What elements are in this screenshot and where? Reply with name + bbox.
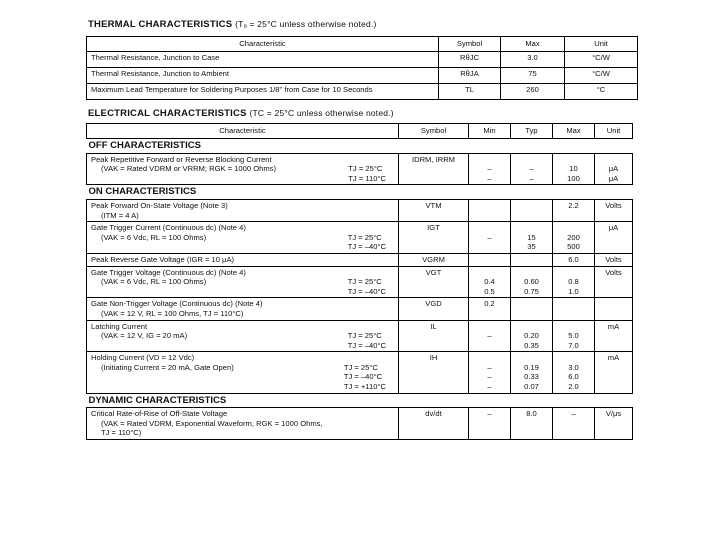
table-row [87, 52, 638, 68]
param-condition: (ITM = 4 A) [101, 210, 139, 220]
table-row [87, 253, 633, 266]
max-cell: 3.0 6.0 2.0 [553, 352, 595, 393]
param-condition: (VAK = 6 Vdc, RL = 100 Ohms) [101, 232, 207, 242]
min-cell [469, 253, 511, 266]
param-condition: (VAK = 12 V, IG = 20 mA) [101, 331, 188, 341]
thermal-unit: °C [565, 84, 638, 100]
unit-cell: μA μA [595, 153, 633, 185]
thermal-sym: RθJC [439, 52, 501, 68]
dyn-title: DYNAMIC CHARACTERISTICS [87, 393, 633, 408]
typ-cell [511, 199, 553, 221]
electrical-note: (TC = 25°C unless otherwise noted.) [249, 108, 394, 118]
symbol-cell: dv/dt [399, 408, 469, 440]
param-label: Holding Current (VD = 12 Vdc) [91, 353, 195, 363]
min-cell: – [469, 408, 511, 440]
temp-condition: TJ = 25°C [347, 331, 382, 341]
param-cell [87, 199, 399, 221]
col-typ: Typ [511, 124, 553, 139]
temp-condition: TJ = –40°C [347, 286, 386, 296]
param-label: Gate Trigger Current (Continuous dc) (Note 4) [91, 223, 246, 233]
max-cell: – [553, 408, 595, 440]
typ-cell: 15 35 [511, 222, 553, 254]
table-row [87, 352, 633, 393]
col-unit: Unit [565, 37, 638, 52]
thermal-unit: °C/W [565, 52, 638, 68]
thermal-char: Thermal Resistance, Junction to Ambient [87, 68, 439, 84]
thermal-note: (Tₐ = 25°C unless otherwise noted.) [235, 19, 377, 29]
temp-condition: TJ = 25°C [347, 232, 382, 242]
typ-cell: 0.60 0.75 [511, 266, 553, 298]
thermal-max: 260 [501, 84, 565, 100]
temp-condition: TJ = 110°C [348, 173, 386, 183]
symbol-cell: IL [399, 320, 469, 352]
temp-condition: TJ = –40°C [347, 340, 386, 350]
electrical-title: ELECTRICAL CHARACTERISTICS [88, 108, 247, 119]
electrical-table [86, 123, 633, 440]
section-row [87, 393, 633, 408]
min-cell: 0.4 0.5 [469, 266, 511, 298]
table-row [87, 153, 633, 185]
table-row [87, 84, 638, 100]
electrical-heading [88, 108, 394, 119]
col-symbol: Symbol [399, 124, 469, 139]
param-label: Gate Non-Trigger Voltage (Continuous dc) (Note 4) [91, 299, 263, 309]
max-cell: 2.2 [553, 199, 595, 221]
max-cell: 10 100 [553, 153, 595, 185]
on-title: ON CHARACTERISTICS [87, 185, 633, 200]
param-label: Critical Rate-of-Rise of Off-State Voltage [91, 409, 228, 419]
temp-condition: TJ = –40°C [347, 242, 386, 252]
electrical-header-row [87, 124, 633, 139]
section-row [87, 185, 633, 200]
param-label: Peak Reverse Gate Voltage (IGR = 10 μA) [87, 253, 399, 266]
temp-condition: TJ = 25°C [343, 362, 378, 372]
thermal-header-row [87, 37, 638, 52]
param-cell [87, 222, 399, 254]
param-label: Peak Forward On-State Voltage (Note 3) [91, 200, 228, 210]
table-row [87, 199, 633, 221]
param-condition: (VAK = Rated VDRM, Exponential Waveform, RGK = 1000 Ohms, [101, 418, 323, 428]
symbol-cell: VGRM [399, 253, 469, 266]
unit-cell: Volts [595, 266, 633, 298]
param-cell [87, 298, 399, 320]
temp-condition: TJ = 25°C [348, 164, 383, 174]
col-symbol: Symbol [439, 37, 501, 52]
table-row [87, 408, 633, 440]
unit-cell: mA [595, 352, 633, 393]
unit-cell: V/μs [595, 408, 633, 440]
col-min: Min [469, 124, 511, 139]
param-condition: TJ = 110°C) [101, 428, 142, 438]
symbol-cell: VTM [399, 199, 469, 221]
table-row [87, 68, 638, 84]
symbol-cell: VGD [399, 298, 469, 320]
section-row [87, 139, 633, 154]
col-characteristic: Characteristic [87, 37, 439, 52]
param-cell [87, 408, 399, 440]
unit-cell: μA [595, 222, 633, 254]
param-condition: (VAK = Rated VDRM or VRRM; RGK = 1000 Ohms) [101, 164, 276, 174]
symbol-cell: IGT [399, 222, 469, 254]
col-max: Max [553, 124, 595, 139]
param-condition: (Initiating Current = 20 mA, Gate Open) [101, 362, 234, 372]
thermal-char: Thermal Resistance, Junction to Case [87, 52, 439, 68]
thermal-unit: °C/W [565, 68, 638, 84]
unit-cell: Volts [595, 199, 633, 221]
max-cell: 5.0 7.0 [553, 320, 595, 352]
typ-cell [511, 298, 553, 320]
table-row [87, 222, 633, 254]
table-row [87, 266, 633, 298]
typ-cell: 8.0 [511, 408, 553, 440]
thermal-heading [88, 19, 377, 30]
symbol-cell: IDRM, IRRM [399, 153, 469, 185]
col-unit: Unit [595, 124, 633, 139]
thermal-sym: RθJA [439, 68, 501, 84]
typ-cell: 0.19 0.33 0.07 [511, 352, 553, 393]
typ-cell [511, 253, 553, 266]
min-cell: – – [469, 153, 511, 185]
param-condition: (VAK = 12 V, RL = 100 Ohms, TJ = 110°C) [101, 308, 244, 318]
symbol-cell: IH [399, 352, 469, 393]
typ-cell: 0.20 0.35 [511, 320, 553, 352]
min-cell: 0.2 [469, 298, 511, 320]
max-cell: 0.8 1.0 [553, 266, 595, 298]
unit-cell [595, 298, 633, 320]
symbol-cell: VGT [399, 266, 469, 298]
table-row [87, 298, 633, 320]
thermal-char: Maximum Lead Temperature for Soldering Purposes 1/8" from Case for 10 Seconds [87, 84, 439, 100]
unit-cell: mA [595, 320, 633, 352]
param-label: Gate Trigger Voltage (Continuous dc) (Note 4) [91, 267, 246, 277]
col-max: Max [501, 37, 565, 52]
thermal-max: 3.0 [501, 52, 565, 68]
unit-cell: Volts [595, 253, 633, 266]
param-label: Latching Current [91, 321, 148, 331]
off-title: OFF CHARACTERISTICS [87, 139, 633, 154]
param-cell [87, 266, 399, 298]
min-cell: – [469, 222, 511, 254]
typ-cell: – – [511, 153, 553, 185]
temp-condition: TJ = –40°C [343, 372, 383, 382]
min-cell: – [469, 320, 511, 352]
min-cell: – – – [469, 352, 511, 393]
min-cell [469, 199, 511, 221]
param-label: Peak Repetitive Forward or Reverse Blocking Current [91, 154, 272, 164]
thermal-max: 75 [501, 68, 565, 84]
param-cell [87, 352, 399, 393]
param-cell [87, 153, 399, 185]
param-cell [87, 320, 399, 352]
thermal-title: THERMAL CHARACTERISTICS [88, 19, 233, 30]
max-cell: 200 500 [553, 222, 595, 254]
thermal-table [86, 36, 638, 100]
max-cell: 6.0 [553, 253, 595, 266]
param-condition: (VAK = 6 Vdc, RL = 100 Ohms) [101, 277, 207, 287]
table-row [87, 320, 633, 352]
col-characteristic: Characteristic [87, 124, 399, 139]
temp-condition: TJ = +110°C [343, 382, 386, 392]
temp-condition: TJ = 25°C [347, 277, 382, 287]
max-cell [553, 298, 595, 320]
thermal-sym: TL [439, 84, 501, 100]
